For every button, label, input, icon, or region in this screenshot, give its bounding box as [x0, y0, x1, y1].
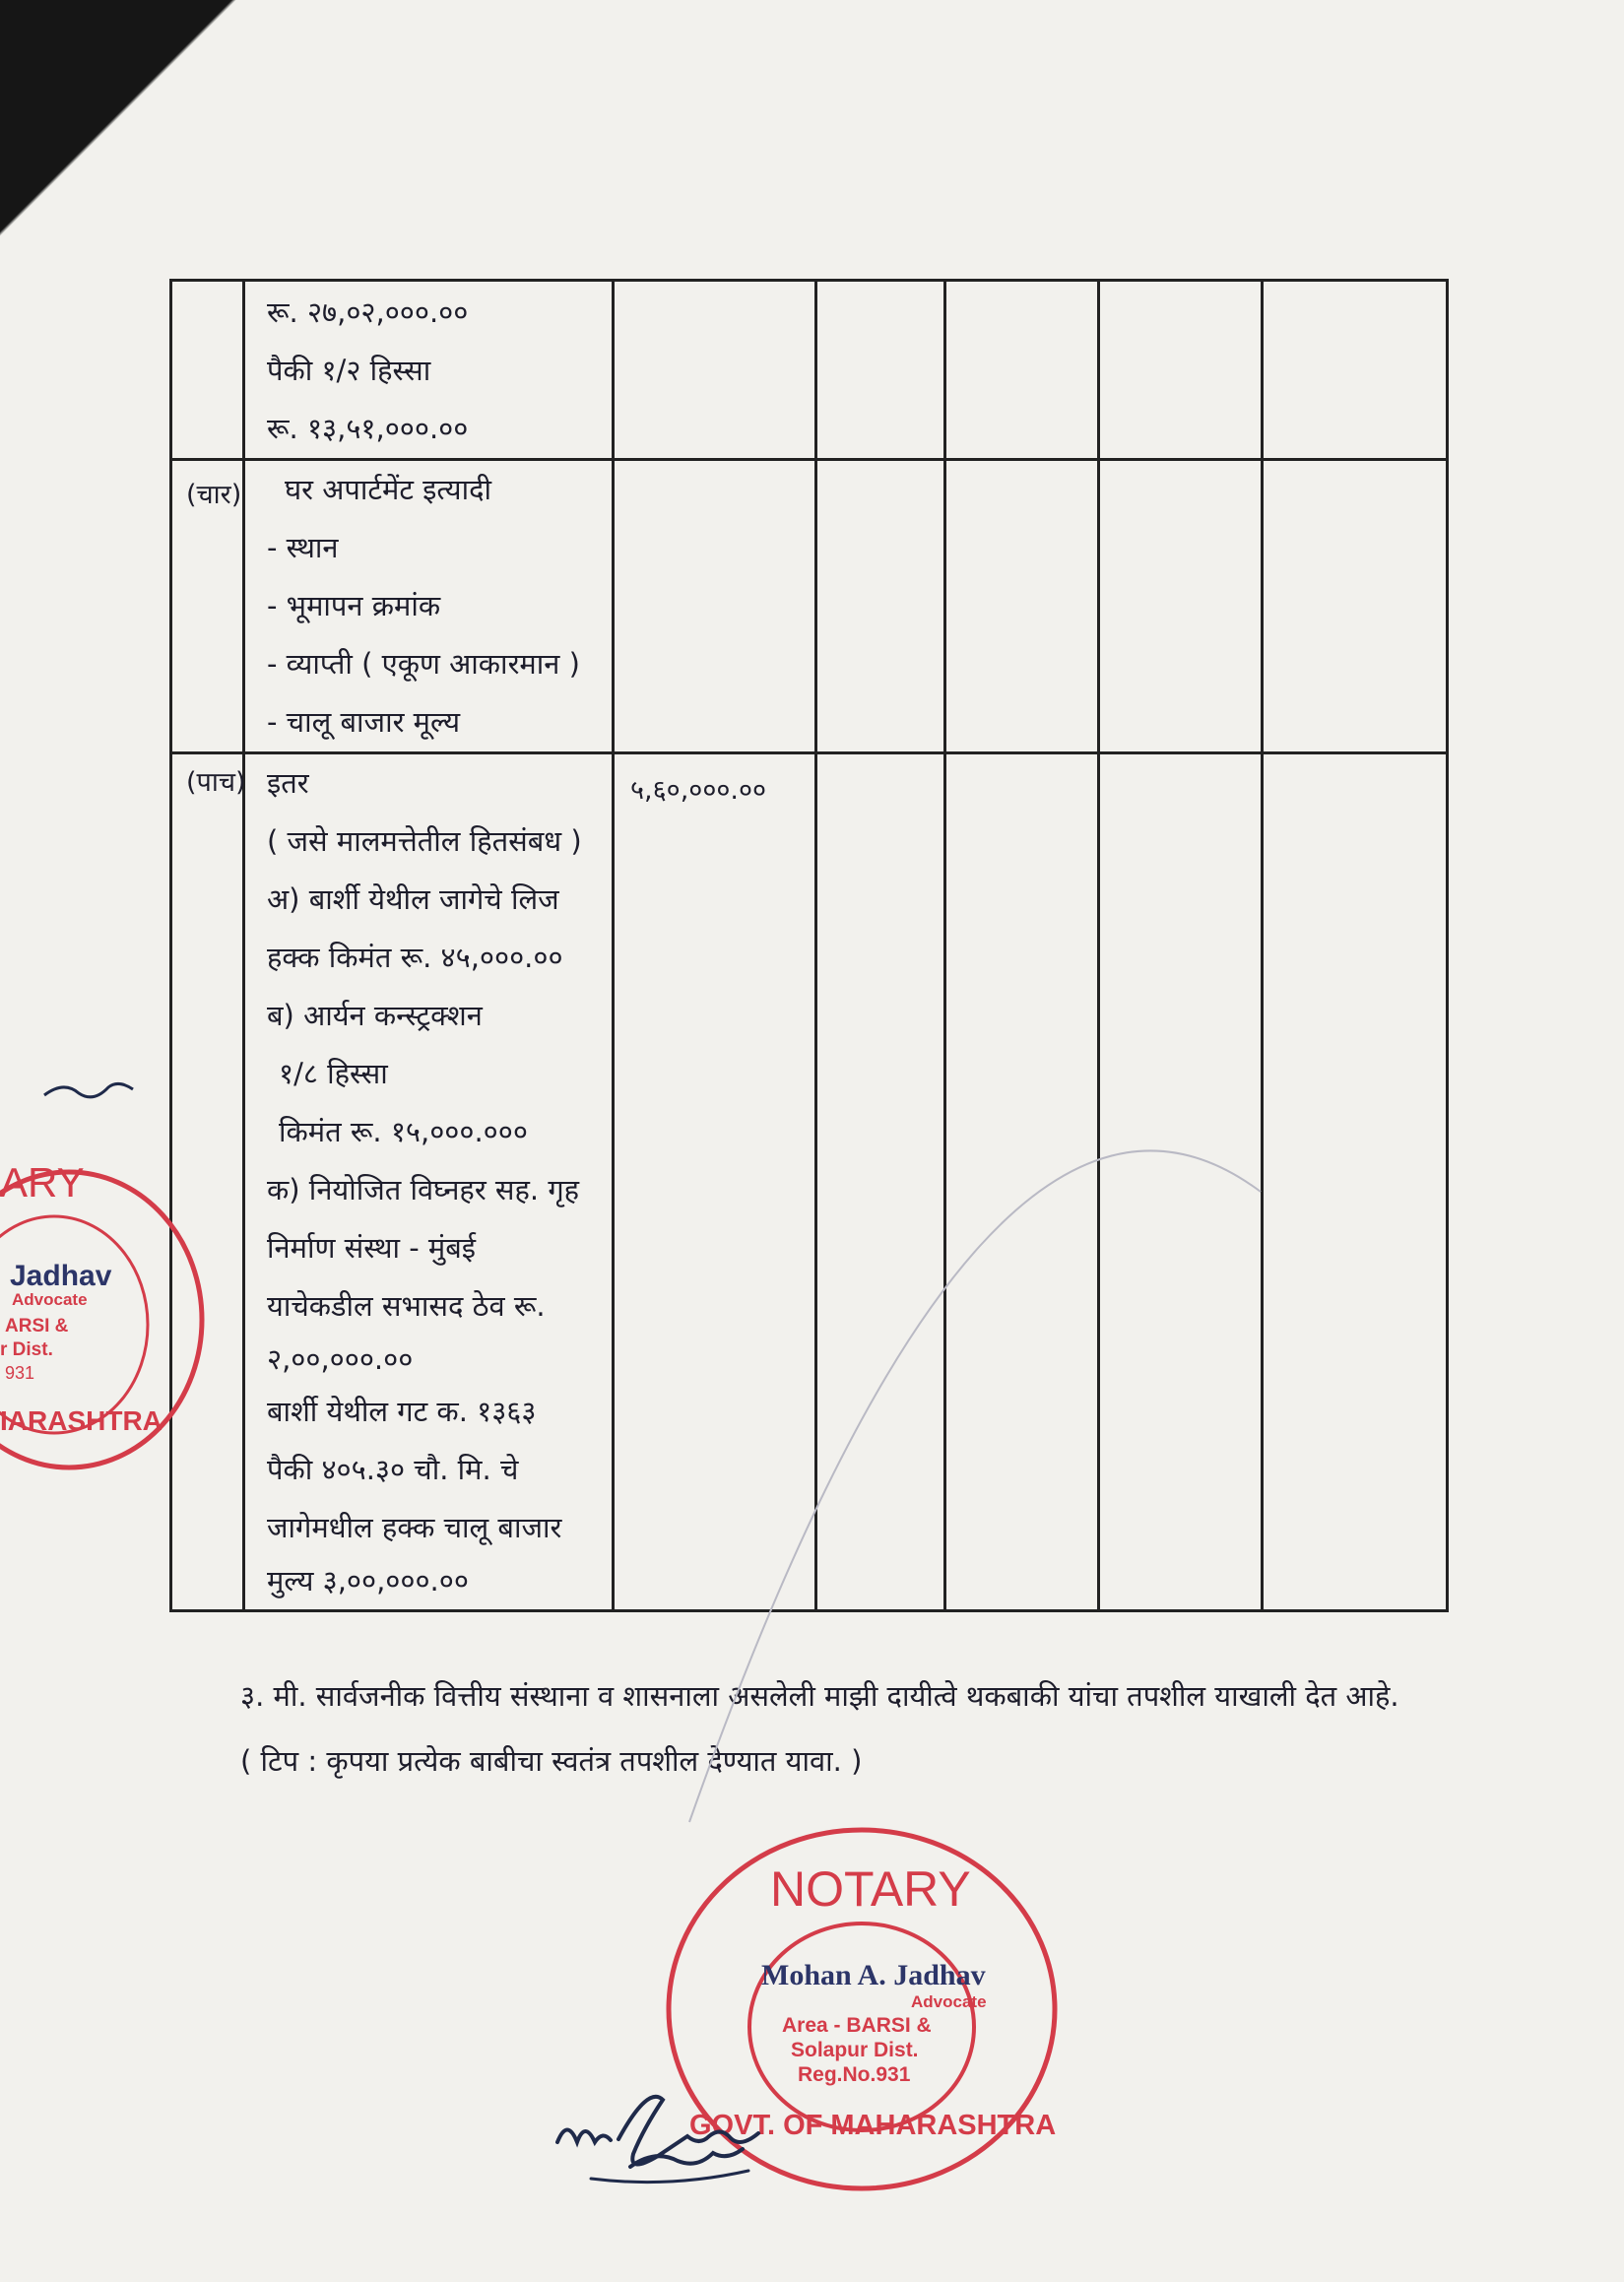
stamp-area: Area - BARSI &: [782, 2014, 932, 2037]
description-line: ( जसे मालमत्तेतील हितसंबध ): [267, 824, 582, 858]
description-line: १/८ हिस्सा: [279, 1057, 388, 1090]
left-stamp-text: Advocate: [12, 1290, 88, 1309]
liabilities-statement: ३. मी. सार्वजनीक वित्तीय संस्थाना व शासनाला असलेली माझी दायीत्वे थकबाकी यांचा तपशील याखाली देत आहे.: [240, 1679, 1399, 1713]
description-line: रू. १३,५१,०००.००: [267, 412, 469, 445]
description-line: रू. २७,०२,०००.००: [267, 295, 469, 329]
stamp-name: Mohan A. Jadhav: [761, 1959, 986, 1991]
description-line: जागेमधील हक्क चालू बाजार: [267, 1511, 562, 1544]
description-line: इतर: [267, 766, 309, 800]
left-stamp: [0, 1083, 202, 1467]
row-label: (पाच): [186, 767, 246, 798]
description-line: - स्थान: [267, 531, 339, 564]
description-line: पैकी १/२ हिस्सा: [267, 354, 431, 387]
description-line: मुल्य ३,००,०००.००: [267, 1564, 469, 1597]
left-stamp-text: IARASHTRA: [0, 1405, 162, 1436]
description-line: हक्क किमंत रू. ४५,०००.००: [267, 941, 563, 974]
description-line: याचेकडील सभासद ठेव रू.: [267, 1289, 546, 1323]
description-line: - चालू बाजार मूल्य: [267, 705, 461, 739]
description-line: ब) आर्यन कन्स्ट्रक्शन: [267, 999, 483, 1032]
pen-stroke: [689, 1150, 1261, 1822]
stamp-heading: NOTARY: [770, 1861, 971, 1917]
left-stamp-text: ARY: [0, 1159, 85, 1206]
description-line: घर अपार्टमेंट इत्यादी: [285, 473, 492, 506]
stamp-govt: GOVT. OF MAHARASHTRA: [689, 2110, 1057, 2141]
left-signature: [44, 1083, 133, 1096]
left-stamp-text: r Dist.: [0, 1339, 53, 1360]
stamp-district: Solapur Dist.: [791, 2039, 919, 2061]
description-line: २,००,०००.००: [267, 1342, 414, 1376]
left-stamp-text: ARSI &: [5, 1316, 69, 1337]
description-line: अ) बार्शी येथील जागेचे लिज: [267, 882, 559, 916]
amount-value: ५,६०,०००.००: [630, 775, 767, 806]
description-line: - भूमापन क्रमांक: [267, 589, 441, 622]
description-line: क) नियोजित विघ्नहर सह. गृह: [267, 1173, 580, 1206]
description-line: पैकी ४०५.३० चौ. मि. चे: [267, 1453, 519, 1486]
left-stamp-text: 931: [5, 1363, 35, 1383]
stamp-role: Advocate: [911, 1992, 987, 2011]
description-line: निर्माण संस्था - मुंबई: [267, 1231, 477, 1265]
left-stamp-text: Jadhav: [10, 1260, 112, 1292]
description-line: बार्शी येथील गट क. १३६३: [267, 1395, 537, 1428]
row-label: (चार): [186, 480, 242, 510]
description-line: - व्याप्ती ( एकूण आकारमान ): [267, 647, 580, 681]
footnote-note: ( टिप : कृपया प्रत्येक बाबीचा स्वतंत्र तपशील देण्यात यावा. ): [240, 1744, 863, 1778]
description-line: किमंत रू. १५,०००.०००: [279, 1115, 528, 1148]
stamp-reg: Reg.No.931: [798, 2063, 911, 2086]
